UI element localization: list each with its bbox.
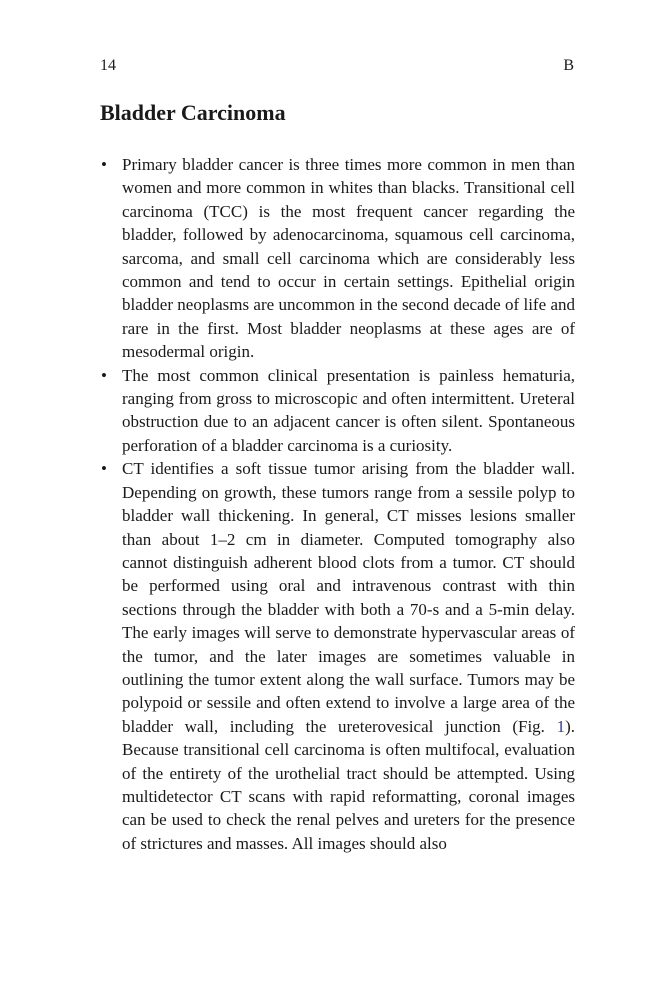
bullet-icon: • — [101, 459, 107, 479]
bullet-item-clinical-presentation — [100, 364, 575, 458]
page-number: 14 — [100, 57, 116, 74]
bullet-icon: • — [101, 155, 107, 174]
bullet-list — [100, 153, 575, 855]
bullet-text: The most common clinical presentation is painless hematuria, ranging from gross to microscopic and often intermittent. Ureteral obstruction due to an adjacent cancer is often silent. Spontaneous perforation of a bladder carcinoma is a curiosity. — [122, 365, 575, 455]
bullet-text-after-link: ). Because transitional cell carcinoma is often multifocal, evaluation of the entirety of the urothelial tract should be attempted. Using multidetector CT scans with rapid reformatting, coronal images can be used to check the renal pelves and ureters for the presence of strictures and masses. All images should also — [122, 716, 575, 853]
bullet-text: Primary bladder cancer is three times more common in men than women and more common in whites than blacks. Transitional cell carcinoma (TCC) is the most frequent cancer regarding the bladder, followed by adenocarcinoma, squamous cell carcinoma, sarcoma, and small cell carcinoma which are considerably less common and tend to occur in certain settings. Epithelial origin bladder neoplasms are uncommon in the second decade of life and rare in the first. Most bladder neoplasms at these ages are of mesodermal origin. — [122, 155, 575, 362]
bullet-item-epidemiology — [100, 153, 575, 364]
bullet-text — [122, 459, 575, 853]
bullet-item-ct-findings — [100, 457, 575, 855]
bullet-text-before-link: CT identifies a soft tissue tumor arising from the bladder wall. Depending on growth, these tumors range from a sessile polyp to bladder wall thickening. In general, CT misses lesions smaller than about 1–2 cm in diameter. Computed tomography also cannot distinguish adherent blood clots from a tumor. CT should be performed using oral and intravenous contrast with thin sections through the bladder with both a 70-s and a 5-min delay. The early images will serve to demonstrate hypervascular areas of the tumor, and the later images are sometimes valuable in outlining the tumor extent along the wall surface. Tumors may be polypoid or sessile and often extend to involve a large area of the bladder wall, including the ureterovesical junction (Fig. — [122, 459, 575, 736]
section-letter: B — [563, 57, 574, 74]
section-title: Bladder Carcinoma — [100, 100, 286, 125]
figure-reference-link[interactable]: 1 — [556, 716, 566, 736]
bullet-icon: • — [101, 365, 107, 385]
